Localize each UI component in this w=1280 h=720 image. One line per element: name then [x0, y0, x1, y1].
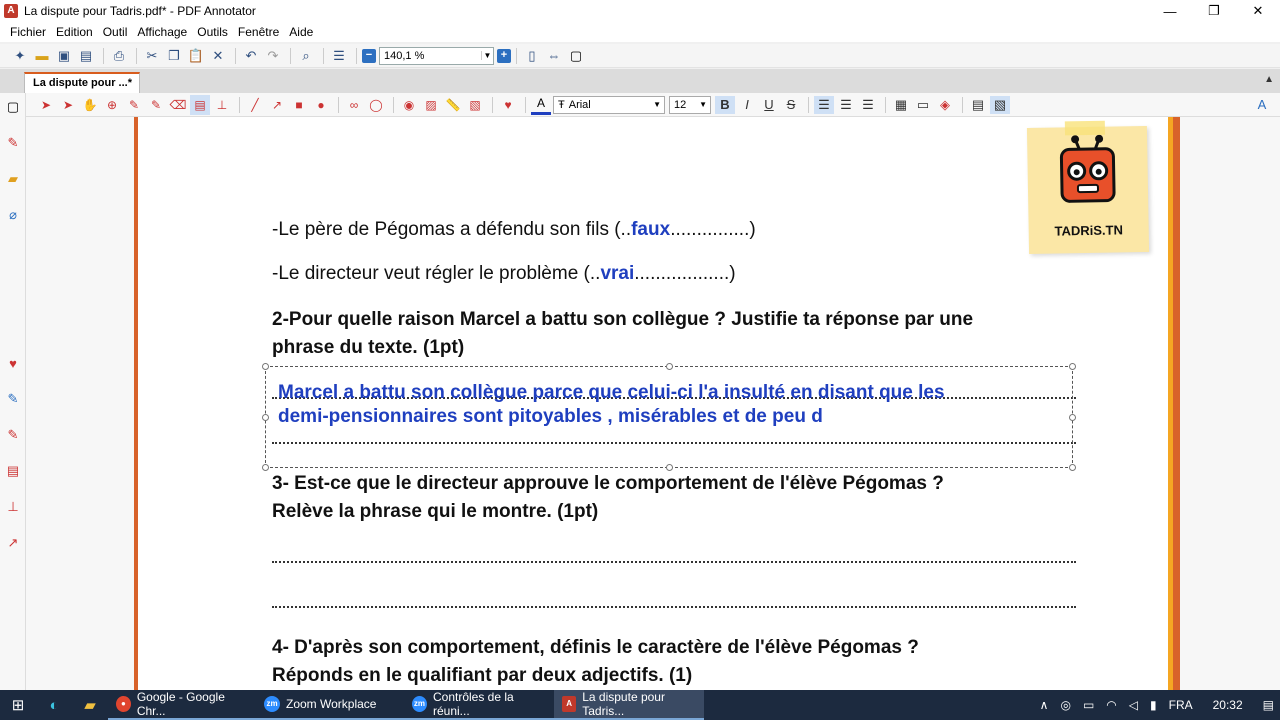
- save-all-icon[interactable]: ▤: [79, 47, 93, 63]
- camera-icon[interactable]: ◉: [403, 97, 415, 112]
- clock[interactable]: 20:32: [1212, 698, 1243, 712]
- wifi-icon[interactable]: ◠: [1106, 698, 1117, 712]
- arrow-tool-icon[interactable]: ↗: [271, 97, 283, 112]
- chevron-down-icon: ▼: [481, 51, 493, 60]
- tadris-logo: [1027, 126, 1149, 254]
- menu-fenetre[interactable]: Fenêtre: [237, 25, 280, 39]
- align-right-icon[interactable]: ☰: [862, 96, 874, 112]
- chevron-up-icon[interactable]: ▲: [1264, 74, 1274, 85]
- options-icon[interactable]: ▤: [971, 96, 985, 112]
- close-button[interactable]: ✕: [1252, 3, 1264, 18]
- tab-document[interactable]: La dispute pour ...*: [24, 72, 140, 93]
- answer-2-line-1[interactable]: Marcel a battu son collègue parce que celui-ci l'a insulté en disant que les: [278, 382, 945, 403]
- pen-icon[interactable]: ✎: [7, 135, 19, 150]
- menu-affichage[interactable]: Affichage: [137, 25, 188, 39]
- marker-icon[interactable]: ✎: [7, 427, 19, 442]
- save-icon[interactable]: ▣: [57, 47, 71, 63]
- eraser-icon[interactable]: ⌫: [169, 97, 187, 112]
- system-tray: [1034, 690, 1280, 720]
- favorites-heart-icon[interactable]: ♥: [504, 97, 512, 112]
- strikethrough-button[interactable]: S: [786, 97, 796, 112]
- main-toolbar: [0, 44, 1280, 68]
- print-icon[interactable]: ⎙: [113, 47, 125, 63]
- zoom-icon: zm: [264, 696, 280, 712]
- menu-outil[interactable]: Outil: [102, 25, 128, 39]
- highlighter-tool-icon[interactable]: ✎: [150, 97, 162, 112]
- menu-aide[interactable]: Aide: [289, 25, 314, 39]
- ruler-icon[interactable]: 📏: [445, 97, 461, 112]
- text-color-icon[interactable]: A: [531, 95, 551, 115]
- camera-tray-icon[interactable]: ◎: [1060, 698, 1071, 712]
- mascot-icon: [1027, 126, 1149, 224]
- new-document-icon[interactable]: ✦: [14, 47, 26, 63]
- chevron-down-icon: ▼: [653, 100, 661, 109]
- pdf-annotator-icon: A: [4, 4, 18, 18]
- stamp-icon[interactable]: ⊥: [7, 499, 19, 514]
- pdf-annotator-icon: A: [562, 696, 576, 712]
- text-box-icon[interactable]: ▤: [6, 463, 20, 478]
- copy-icon[interactable]: ❐: [168, 47, 180, 63]
- answer-faux: faux: [631, 219, 671, 240]
- question-4-line-2: Réponds en le qualifiant par deux adjectifs. (1): [272, 665, 693, 686]
- heart-icon[interactable]: ♥: [9, 355, 17, 371]
- annotation-toolbar: [26, 93, 1280, 117]
- question-4-line-1: 4- D'après son comportement, définis le caractère de l'élève Pégomas ?: [272, 637, 919, 658]
- taskbar: [0, 690, 1280, 720]
- italic-button[interactable]: I: [745, 97, 749, 112]
- title-bar: [0, 0, 1280, 22]
- font-size-select[interactable]: 12 ▼: [669, 96, 711, 114]
- network-icon[interactable]: ▭: [1082, 698, 1095, 712]
- text-tool-icon[interactable]: ▤: [190, 95, 210, 115]
- question-2-line-1: 2-Pour quelle raison Marcel a battu son collègue ? Justifie ta réponse par une: [272, 309, 974, 330]
- taskbar-app-pdf-annotator[interactable]: A La dispute pour Tadris...: [554, 690, 704, 720]
- align-center-icon[interactable]: ☰: [840, 96, 852, 112]
- pages-icon[interactable]: ▢: [6, 99, 20, 114]
- language-indicator[interactable]: FRA: [1168, 698, 1193, 712]
- fit-page-icon[interactable]: ▯: [528, 47, 536, 63]
- delete-icon[interactable]: ✕: [212, 47, 224, 63]
- zoom-icon: zm: [412, 696, 427, 712]
- pen-tool-icon[interactable]: ✎: [128, 97, 140, 112]
- highlighter-icon[interactable]: ✎: [7, 391, 19, 406]
- tab-bar: [0, 69, 1280, 93]
- line-statement-2: -Le directeur veut régler le problème (..vrai..................): [272, 263, 736, 284]
- text-style-icon[interactable]: A: [1257, 97, 1267, 112]
- question-2-line-2: phrase du texte. (1pt): [272, 337, 465, 358]
- windows-start-icon[interactable]: ⊞: [11, 697, 25, 714]
- rectangle-icon[interactable]: ■: [295, 97, 303, 112]
- battery-icon[interactable]: ▮: [1150, 698, 1157, 712]
- menu-outils[interactable]: Outils: [197, 25, 228, 39]
- hand-icon[interactable]: ✋: [82, 97, 98, 112]
- open-folder-icon[interactable]: ▬: [35, 48, 49, 63]
- link-icon[interactable]: ∞: [349, 97, 359, 112]
- menu-fichier[interactable]: Fichier: [10, 25, 47, 39]
- zoom-out-button[interactable]: −: [362, 49, 376, 63]
- volume-icon[interactable]: ◁: [1128, 698, 1139, 712]
- fill-color-icon[interactable]: ◈: [940, 96, 950, 112]
- taskbar-app-zoom-controls[interactable]: zm Contrôles de la réuni...: [404, 690, 554, 720]
- select-arrow-icon[interactable]: ➤: [40, 97, 52, 112]
- question-3-line-1: 3- Est-ce que le directeur approuve le comportement de l'élève Pégomas ?: [272, 473, 944, 494]
- edge-icon[interactable]: ◐: [49, 696, 59, 714]
- line-statement-1: -Le père de Pégomas a défendu son fils (..faux...............): [272, 219, 756, 240]
- redo-icon[interactable]: ↷: [267, 47, 279, 63]
- pdf-page[interactable]: [144, 117, 1166, 690]
- maximize-button[interactable]: ❐: [1208, 3, 1220, 18]
- taskbar-app-zoom[interactable]: zm Zoom Workplace: [256, 690, 404, 720]
- select-text-icon[interactable]: ➤: [62, 97, 74, 112]
- answer-2-line-2[interactable]: demi-pensionnaires sont pitoyables , misérables et de peu d: [278, 406, 823, 427]
- notification-icon[interactable]: ▤: [1262, 698, 1274, 712]
- image-icon[interactable]: ▨: [425, 97, 437, 112]
- answer-vrai: vrai: [600, 263, 635, 284]
- ellipse-icon[interactable]: ●: [317, 97, 325, 112]
- insert-image-icon[interactable]: ▧: [469, 97, 481, 112]
- undo-icon[interactable]: ↶: [245, 47, 257, 63]
- cut-icon[interactable]: ✂: [146, 47, 158, 63]
- stamp-tool-icon[interactable]: ⊥: [216, 97, 228, 112]
- left-sidebar: [0, 93, 26, 690]
- font-select[interactable]: Ŧ Arial ▼: [553, 96, 665, 114]
- minimize-button[interactable]: —: [1163, 3, 1177, 19]
- chevron-down-icon: ▼: [699, 100, 707, 109]
- align-left-icon[interactable]: ☰: [814, 96, 834, 114]
- file-explorer-icon[interactable]: ▰: [84, 697, 96, 714]
- document-view[interactable]: [26, 117, 1280, 690]
- zoom-select[interactable]: 140,1 % ▼: [379, 47, 494, 65]
- line-icon[interactable]: ╱: [251, 97, 259, 112]
- chrome-icon: ●: [116, 696, 131, 712]
- paste-icon[interactable]: 📋: [187, 47, 205, 63]
- bold-button[interactable]: B: [715, 96, 735, 114]
- full-screen-icon[interactable]: ▢: [569, 47, 583, 63]
- underline-button[interactable]: U: [764, 97, 774, 112]
- chevron-up-icon[interactable]: ∧: [1039, 698, 1049, 712]
- page-layout-icon[interactable]: ☰: [333, 47, 345, 63]
- attachment-icon[interactable]: ⌀: [9, 207, 17, 222]
- border-width-icon[interactable]: ▭: [916, 96, 930, 112]
- question-3-line-2: Relève la phrase qui le montre. (1pt): [272, 501, 599, 522]
- window-title: La dispute pour Tadris.pdf* - PDF Annotator: [24, 4, 256, 18]
- arrow-icon[interactable]: ↗: [7, 535, 19, 550]
- border-style-icon[interactable]: ▦: [894, 96, 908, 112]
- taskbar-app-chrome[interactable]: ● Google - Google Chr...: [108, 690, 256, 720]
- logo-text: TADRiS.TN: [1054, 222, 1124, 239]
- fit-text-icon[interactable]: ▧: [990, 96, 1010, 114]
- font-icon: Ŧ: [558, 98, 565, 111]
- menu-edition[interactable]: Edition: [56, 25, 93, 39]
- lasso-icon[interactable]: ◯: [369, 97, 383, 112]
- find-icon[interactable]: ⌕: [302, 47, 310, 63]
- zoom-in-button[interactable]: +: [497, 49, 511, 63]
- fit-width-icon[interactable]: ⇔: [547, 48, 561, 63]
- menu-bar: [0, 22, 1280, 42]
- zoom-tool-icon[interactable]: ⊕: [106, 97, 118, 112]
- folder-icon[interactable]: ▰: [8, 171, 18, 186]
